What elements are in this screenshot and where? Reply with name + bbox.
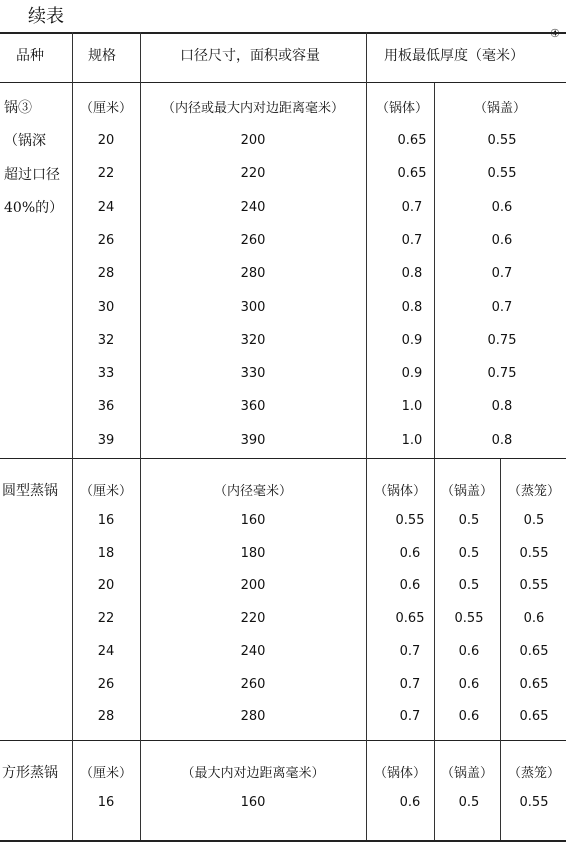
size-cell: 220	[240, 611, 266, 626]
unit-label: （厘米）	[79, 766, 133, 781]
lid-thickness-cell: 0.6	[458, 709, 480, 724]
body-thickness-cell: 0.7	[401, 200, 423, 215]
body-thickness-cell: 0.8	[401, 300, 423, 315]
lid-thickness-cell: 0.8	[491, 433, 513, 448]
spec-cell: 16	[97, 513, 115, 528]
body-thickness-cell: 0.6	[399, 578, 421, 593]
category-label: 锅③	[4, 100, 32, 116]
col-divider-spec	[140, 32, 141, 840]
size-cell: 200	[240, 578, 266, 593]
lid-thickness-cell: 0.75	[487, 333, 517, 348]
body-thickness-cell: 0.65	[395, 611, 425, 626]
steamer-thickness-cell: 0.55	[519, 578, 549, 593]
lid-thickness-cell: 0.7	[491, 266, 513, 281]
unit-label: （厘米）	[79, 484, 133, 499]
size-cell: 390	[240, 433, 266, 448]
header-size: 口径尺寸，面积或容量	[180, 48, 320, 64]
size-subheader: （内径或最大内对边距离毫米）	[161, 101, 345, 116]
size-cell: 280	[240, 709, 266, 724]
section-rule-2	[0, 740, 566, 741]
body-thickness-cell: 0.9	[401, 366, 423, 381]
col-divider-variety	[72, 32, 73, 840]
lid-thickness-cell: 0.6	[491, 200, 513, 215]
body-thickness-cell: 0.9	[401, 333, 423, 348]
spec-cell: 16	[97, 795, 115, 810]
body-thickness-cell: 0.7	[399, 644, 421, 659]
lid-thickness-cell: 0.5	[458, 795, 480, 810]
lid-thickness-cell: 0.55	[454, 611, 484, 626]
thickness-subheader: （锅盖）	[440, 766, 494, 781]
size-cell: 180	[240, 546, 266, 561]
size-cell: 160	[240, 513, 266, 528]
section-rule-1	[0, 458, 566, 459]
size-cell: 220	[240, 166, 266, 181]
lid-thickness-cell: 0.6	[458, 644, 480, 659]
lid-thickness-cell: 0.5	[458, 578, 480, 593]
spec-cell: 32	[97, 333, 115, 348]
spec-cell: 26	[97, 233, 115, 248]
steamer-thickness-cell: 0.5	[523, 513, 545, 528]
spec-cell: 24	[97, 644, 115, 659]
size-cell: 300	[240, 300, 266, 315]
category-label: 40%的）	[4, 200, 64, 216]
body-thickness-cell: 0.65	[397, 133, 427, 148]
spec-cell: 28	[97, 709, 115, 724]
spec-cell: 20	[97, 578, 115, 593]
body-thickness-cell: 0.6	[399, 795, 421, 810]
size-cell: 240	[240, 200, 266, 215]
lid-thickness-cell: 0.55	[487, 166, 517, 181]
col-divider-size	[366, 32, 367, 840]
category-label: （锅深	[4, 133, 46, 149]
steamer-thickness-cell: 0.65	[519, 709, 549, 724]
lid-thickness-cell: 0.7	[491, 300, 513, 315]
steamer-thickness-cell: 0.55	[519, 795, 549, 810]
header-thickness: 用板最低厚度（毫米）	[384, 48, 524, 64]
spec-cell: 22	[97, 611, 115, 626]
header-spec: 规格	[88, 48, 116, 64]
spec-cell: 36	[97, 399, 115, 414]
spec-cell: 20	[97, 133, 115, 148]
header-variety: 品种	[16, 48, 44, 64]
category-label: 圆型蒸锅	[2, 483, 58, 499]
spec-cell: 28	[97, 266, 115, 281]
size-cell: 260	[240, 677, 266, 692]
size-cell: 320	[240, 333, 266, 348]
category-label: 方形蒸锅	[2, 765, 58, 781]
body-thickness-cell: 1.0	[401, 399, 423, 414]
size-subheader: （内径毫米）	[213, 484, 293, 499]
spec-cell: 30	[97, 300, 115, 315]
thickness-subheader: （锅盖）	[473, 101, 527, 116]
spec-cell: 24	[97, 200, 115, 215]
size-cell: 280	[240, 266, 266, 281]
body-thickness-cell: 0.6	[399, 546, 421, 561]
header-bottom-rule	[0, 82, 566, 83]
body-thickness-cell: 0.7	[399, 677, 421, 692]
thickness-subheader: （蒸笼）	[507, 766, 561, 781]
spec-cell: 33	[97, 366, 115, 381]
spec-cell: 18	[97, 546, 115, 561]
steamer-thickness-cell: 0.65	[519, 644, 549, 659]
table-bottom-rule	[0, 840, 566, 842]
size-cell: 160	[240, 795, 266, 810]
size-cell: 260	[240, 233, 266, 248]
col-divider-body-section2	[434, 459, 435, 840]
size-subheader: （最大内对边距离毫米）	[181, 766, 325, 781]
spec-cell: 22	[97, 166, 115, 181]
lid-thickness-cell: 0.75	[487, 366, 517, 381]
size-cell: 200	[240, 133, 266, 148]
thickness-subheader: （锅盖）	[440, 484, 494, 499]
steamer-thickness-cell: 0.6	[523, 611, 545, 626]
lid-thickness-cell: 0.8	[491, 399, 513, 414]
size-cell: 360	[240, 399, 266, 414]
lid-thickness-cell: 0.6	[491, 233, 513, 248]
lid-thickness-cell: 0.5	[458, 513, 480, 528]
col-divider-body-section1	[434, 83, 435, 458]
thickness-subheader: （锅体）	[373, 484, 427, 499]
col-divider-lid-section2	[500, 459, 501, 840]
lid-thickness-cell: 0.6	[458, 677, 480, 692]
body-thickness-cell: 0.7	[399, 709, 421, 724]
size-cell: 240	[240, 644, 266, 659]
lid-thickness-cell: 0.5	[458, 546, 480, 561]
page-title: 续表	[28, 6, 64, 27]
body-thickness-cell: 1.0	[401, 433, 423, 448]
thickness-subheader: （锅体）	[373, 766, 427, 781]
steamer-thickness-cell: 0.55	[519, 546, 549, 561]
thickness-subheader: （锅体）	[375, 101, 429, 116]
lid-thickness-cell: 0.55	[487, 133, 517, 148]
category-label: 超过口径	[4, 167, 60, 183]
spec-cell: 26	[97, 677, 115, 692]
body-thickness-cell: 0.65	[397, 166, 427, 181]
body-thickness-cell: 0.7	[401, 233, 423, 248]
table-top-rule	[0, 32, 566, 34]
spec-cell: 39	[97, 433, 115, 448]
thickness-subheader: （蒸笼）	[507, 484, 561, 499]
body-thickness-cell: 0.8	[401, 266, 423, 281]
steamer-thickness-cell: 0.65	[519, 677, 549, 692]
size-cell: 330	[240, 366, 266, 381]
unit-label: （厘米）	[79, 101, 133, 116]
body-thickness-cell: 0.55	[395, 513, 425, 528]
